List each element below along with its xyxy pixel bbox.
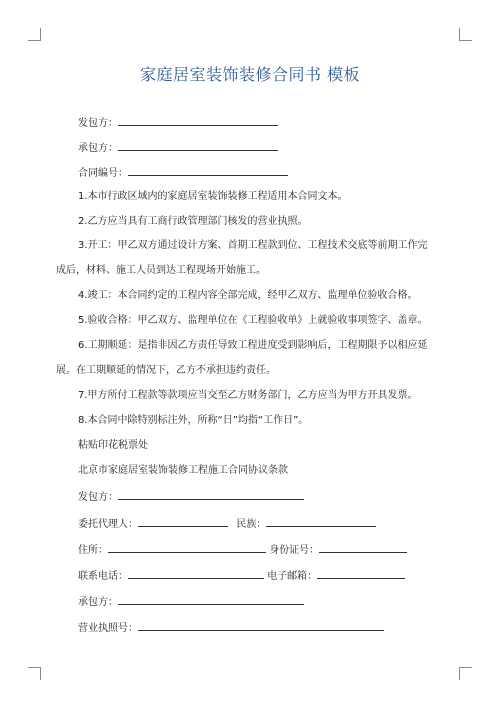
license-blank[interactable] xyxy=(138,621,384,631)
stamp-note: 粘贴印花税票处 xyxy=(78,440,148,451)
clause-4: 4.竣工：本合同约定的工程内容全部完成，经甲乙双方、监理单位验收合格。 xyxy=(78,290,418,301)
issuer-row xyxy=(78,490,304,505)
agent-label: 委托代理人： xyxy=(78,519,138,530)
agreement-title: 北京市家庭居室装饰装修工程施工合同协议条款 xyxy=(78,465,288,476)
phone-blank[interactable] xyxy=(128,569,264,579)
crop-mark-top-left xyxy=(28,28,41,41)
phone-label: 联系电话： xyxy=(78,571,128,582)
contractor-row xyxy=(78,595,304,610)
issuer-label: 发包方： xyxy=(78,492,118,503)
address-label: 住所： xyxy=(78,545,108,556)
clause-1: 1.本市行政区域内的家庭居室装饰装修工程适用本合同文本。 xyxy=(78,191,348,202)
agent-row xyxy=(78,517,376,532)
party-b-label: 承包方： xyxy=(78,143,118,154)
party-a-row xyxy=(78,116,278,131)
party-b-row xyxy=(78,141,278,156)
party-a-label: 发包方： xyxy=(78,118,118,129)
crop-mark-top-right xyxy=(459,28,472,41)
id-no-blank[interactable] xyxy=(319,543,407,553)
id-no-label: 身份证号： xyxy=(269,545,320,556)
contract-no-label: 合同编号： xyxy=(78,168,128,179)
clause-6-continued: 展。在工期顺延的情况下，乙方不承担违约责任。 xyxy=(56,365,276,376)
crop-mark-bottom-left xyxy=(28,667,41,680)
crop-mark-bottom-right xyxy=(459,667,472,680)
contractor-blank[interactable] xyxy=(118,595,304,605)
email-label: 电子邮箱： xyxy=(267,571,318,582)
clause-8: 8.本合同中除特别标注外，所称“日”均指“工作日”。 xyxy=(78,415,309,426)
phone-row xyxy=(78,569,405,584)
party-a-blank[interactable] xyxy=(118,116,278,126)
contractor-label: 承包方： xyxy=(78,597,118,608)
license-label: 营业执照号： xyxy=(78,623,138,634)
email-blank[interactable] xyxy=(317,569,405,579)
clause-7: 7.甲方所付工程款等款项应当交至乙方财务部门，乙方应当为甲方开具发票。 xyxy=(78,390,418,401)
address-blank[interactable] xyxy=(108,543,266,553)
clause-3-continued: 成后，材料、施工人员到达工程现场开始施工。 xyxy=(56,265,266,276)
license-row xyxy=(78,621,384,636)
agent-blank[interactable] xyxy=(138,517,228,527)
clause-3: 3.开工：甲乙双方通过设计方案、首期工程款到位、工程技术交底等前期工作完 xyxy=(78,240,428,251)
contract-no-blank[interactable] xyxy=(128,166,288,176)
clause-6: 6.工期顺延：是指非因乙方责任导致工程进度受到影响后，工程期限予以相应延 xyxy=(78,340,428,351)
document-title: 家庭居室装饰装修合同书 模板 xyxy=(139,65,361,84)
party-b-blank[interactable] xyxy=(118,141,278,151)
address-row xyxy=(78,543,407,558)
issuer-blank[interactable] xyxy=(118,490,304,500)
contract-no-row xyxy=(78,166,288,181)
clause-2: 2.乙方应当具有工商行政管理部门核发的营业执照。 xyxy=(78,216,308,227)
ethnicity-label: 民族： xyxy=(236,519,267,530)
clause-5: 5.验收合格：甲乙双方、监理单位在《工程验收单》上就验收事项签字、盖章。 xyxy=(78,315,428,326)
ethnicity-blank[interactable] xyxy=(266,517,376,527)
